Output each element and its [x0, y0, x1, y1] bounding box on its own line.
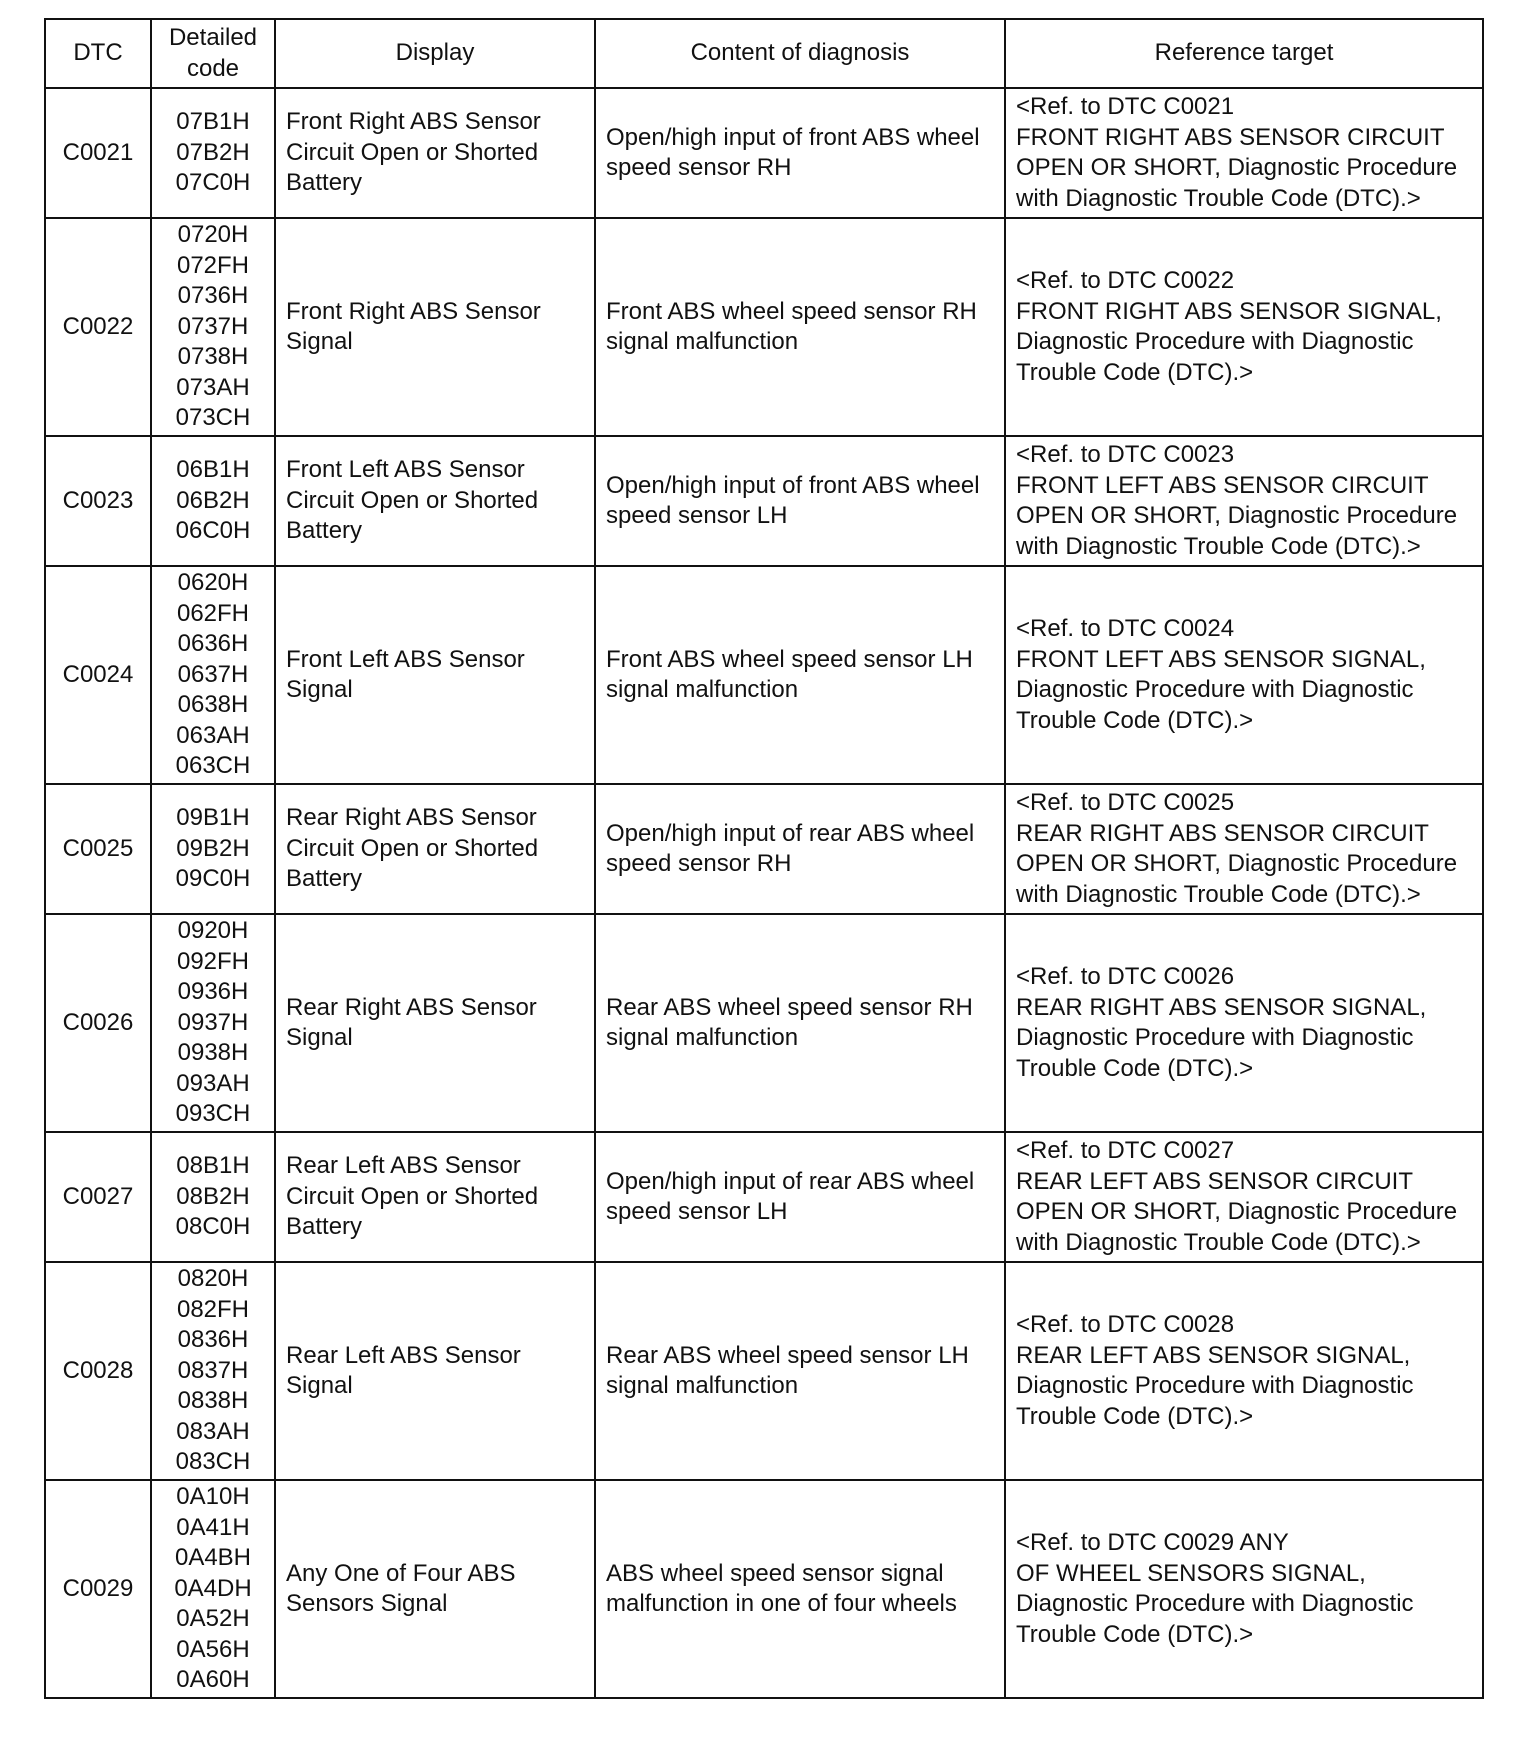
- reference-target-cell: [1005, 436, 1483, 566]
- display-cell: [275, 784, 595, 914]
- table-row: [45, 218, 1483, 436]
- detailed-code-line: 08B1H: [176, 1152, 250, 1180]
- display-line: Front Left ABS Sensor: [286, 645, 525, 673]
- diagnosis-content-cell: [595, 1480, 1005, 1698]
- detailed-code-line: 06C0H: [175, 517, 251, 545]
- reference-target-line: <Ref. to DTC C0021: [1016, 93, 1235, 120]
- display-line: Circuit Open or Shorted: [286, 486, 539, 514]
- diagnosis-content-cell: [595, 218, 1005, 436]
- diagnosis-content-cell: [595, 784, 1005, 914]
- detailed-code-line: 0A60H: [176, 1666, 250, 1694]
- reference-target-line: <Ref. to DTC C0027: [1016, 1137, 1235, 1164]
- table-header: [45, 19, 1483, 88]
- reference-target-cell: [1005, 1262, 1483, 1480]
- header-display: Display: [275, 19, 595, 88]
- detailed-code-line: 0920H: [177, 917, 249, 945]
- reference-target-line: Trouble Code (DTC).>: [1016, 706, 1254, 734]
- reference-target-line: <Ref. to DTC C0024: [1016, 615, 1235, 642]
- reference-target-line: REAR RIGHT ABS SENSOR SIGNAL,: [1016, 993, 1427, 1021]
- detailed-code-line: 0838H: [177, 1387, 249, 1415]
- display-cell: [275, 1262, 595, 1480]
- dtc-code-cell: C0029: [45, 1480, 151, 1698]
- reference-target-line: with Diagnostic Trouble Code (DTC).>: [1016, 1228, 1421, 1256]
- detailed-code-line: 0A4BH: [174, 1544, 252, 1572]
- reference-target-line: Trouble Code (DTC).>: [1016, 1620, 1254, 1648]
- display-line: Rear Right ABS Sensor: [286, 804, 537, 832]
- detailed-code-cell: [151, 218, 275, 436]
- detailed-code-line: 08B2H: [176, 1182, 250, 1210]
- detailed-code-line: 073AH: [176, 373, 250, 401]
- reference-target-line: REAR LEFT ABS SENSOR CIRCUIT: [1016, 1167, 1413, 1195]
- detailed-code-line: 0620H: [177, 569, 249, 597]
- diagnosis-content-line: Front ABS wheel speed sensor RH: [606, 297, 977, 325]
- reference-target-line: with Diagnostic Trouble Code (DTC).>: [1016, 880, 1421, 908]
- reference-target-line: FRONT LEFT ABS SENSOR SIGNAL,: [1016, 645, 1426, 673]
- diagnosis-content-line: speed sensor LH: [606, 502, 788, 529]
- detailed-code-line: 07C0H: [175, 169, 251, 197]
- reference-target-line: <Ref. to DTC C0023: [1016, 441, 1235, 468]
- reference-target-line: FRONT RIGHT ABS SENSOR SIGNAL,: [1016, 297, 1442, 325]
- detailed-code-line: 0837H: [177, 1356, 249, 1384]
- table-row: [45, 1132, 1483, 1262]
- detailed-code-line: 0720H: [177, 221, 249, 249]
- reference-target-line: REAR LEFT ABS SENSOR SIGNAL,: [1016, 1341, 1411, 1369]
- header-detailed-code-line: code: [186, 54, 240, 82]
- reference-target-line: <Ref. to DTC C0026: [1016, 963, 1235, 990]
- detailed-code-line: 0736H: [177, 282, 249, 310]
- display-cell: [275, 218, 595, 436]
- display-line: Front Right ABS Sensor: [286, 108, 541, 136]
- detailed-code-line: 0636H: [177, 630, 249, 658]
- detailed-code-line: 072FH: [176, 251, 250, 279]
- header-content: Content of diagnosis: [595, 19, 1005, 88]
- detailed-code-cell: [151, 1262, 275, 1480]
- dtc-code-cell: C0024: [45, 566, 151, 784]
- table-row: [45, 436, 1483, 566]
- detailed-code-line: 0A4DH: [174, 1574, 252, 1602]
- display-line: Battery: [286, 517, 363, 545]
- diagnosis-content-line: signal malfunction: [606, 1372, 799, 1399]
- diagnosis-content-line: Open/high input of rear ABS wheel: [606, 819, 975, 847]
- diagnosis-content-line: malfunction in one of four wheels: [606, 1590, 957, 1617]
- detailed-code-line: 0A52H: [176, 1605, 250, 1633]
- reference-target-cell: [1005, 914, 1483, 1132]
- diagnosis-content-line: Rear ABS wheel speed sensor RH: [606, 993, 973, 1021]
- display-cell: [275, 914, 595, 1132]
- diagnosis-content-line: speed sensor LH: [606, 1198, 788, 1225]
- display-line: Battery: [286, 1213, 363, 1241]
- reference-target-line: with Diagnostic Trouble Code (DTC).>: [1016, 532, 1421, 560]
- diagnosis-content-cell: [595, 88, 1005, 218]
- detailed-code-line: 0738H: [177, 343, 249, 371]
- dtc-code-cell: C0022: [45, 218, 151, 436]
- detailed-code-line: 06B1H: [176, 456, 250, 484]
- detailed-code-line: 0737H: [177, 312, 249, 340]
- dtc-table: [44, 18, 1484, 1699]
- detailed-code-line: 092FH: [176, 947, 250, 975]
- diagnosis-content-cell: [595, 566, 1005, 784]
- display-line: Circuit Open or Shorted: [286, 138, 539, 166]
- detailed-code-line: 0836H: [177, 1326, 249, 1354]
- detailed-code-cell: [151, 784, 275, 914]
- detailed-code-line: 0A41H: [176, 1513, 250, 1541]
- reference-target-line: OPEN OR SHORT, Diagnostic Procedure: [1016, 154, 1458, 181]
- diagnosis-content-cell: [595, 1262, 1005, 1480]
- display-line: Signal: [286, 676, 353, 703]
- reference-target-line: <Ref. to DTC C0029 ANY: [1016, 1529, 1289, 1556]
- dtc-code-cell: C0027: [45, 1132, 151, 1262]
- display-line: Sensors Signal: [286, 1590, 448, 1617]
- diagnosis-content-line: Open/high input of front ABS wheel: [606, 471, 980, 499]
- display-line: Battery: [286, 865, 363, 893]
- dtc-code-cell: C0028: [45, 1262, 151, 1480]
- display-line: Battery: [286, 169, 363, 197]
- diagnosis-content-line: Open/high input of rear ABS wheel: [606, 1167, 975, 1195]
- reference-target-line: <Ref. to DTC C0025: [1016, 789, 1235, 816]
- display-cell: [275, 566, 595, 784]
- detailed-code-line: 063CH: [175, 752, 251, 780]
- table-row: [45, 1480, 1483, 1698]
- dtc-code-cell: C0025: [45, 784, 151, 914]
- reference-target-line: OPEN OR SHORT, Diagnostic Procedure: [1016, 502, 1458, 529]
- reference-target-cell: [1005, 566, 1483, 784]
- reference-target-line: Trouble Code (DTC).>: [1016, 1402, 1254, 1430]
- reference-target-line: Diagnostic Procedure with Diagnostic: [1016, 1590, 1414, 1617]
- display-cell: [275, 1480, 595, 1698]
- diagnosis-content-line: speed sensor RH: [606, 850, 792, 877]
- diagnosis-content-line: signal malfunction: [606, 676, 799, 703]
- detailed-code-line: 0A10H: [176, 1483, 250, 1511]
- detailed-code-line: 0937H: [177, 1008, 249, 1036]
- diagnosis-content-line: Rear ABS wheel speed sensor LH: [606, 1341, 969, 1369]
- reference-target-line: FRONT RIGHT ABS SENSOR CIRCUIT: [1016, 123, 1445, 151]
- reference-target-cell: [1005, 218, 1483, 436]
- display-line: Signal: [286, 1372, 353, 1399]
- diagnosis-content-line: Front ABS wheel speed sensor LH: [606, 645, 973, 673]
- diagnosis-content-line: Open/high input of front ABS wheel: [606, 123, 980, 151]
- display-cell: [275, 1132, 595, 1262]
- display-line: Any One of Four ABS: [286, 1559, 516, 1587]
- detailed-code-line: 09B1H: [176, 804, 250, 832]
- detailed-code-line: 0938H: [177, 1039, 249, 1067]
- diagnosis-content-cell: [595, 914, 1005, 1132]
- display-cell: [275, 88, 595, 218]
- detailed-code-line: 082FH: [176, 1295, 250, 1323]
- reference-target-line: Trouble Code (DTC).>: [1016, 358, 1254, 386]
- detailed-code-cell: [151, 1132, 275, 1262]
- display-line: Signal: [286, 1024, 353, 1051]
- display-line: Front Right ABS Sensor: [286, 297, 541, 325]
- header-detailed-code: [151, 19, 275, 88]
- header-dtc: DTC: [45, 19, 151, 88]
- dtc-code-cell: C0023: [45, 436, 151, 566]
- dtc-code-cell: C0026: [45, 914, 151, 1132]
- display-line: Circuit Open or Shorted: [286, 1182, 539, 1210]
- detailed-code-line: 093CH: [175, 1100, 251, 1128]
- reference-target-line: Diagnostic Procedure with Diagnostic: [1016, 676, 1414, 703]
- reference-target-line: OPEN OR SHORT, Diagnostic Procedure: [1016, 1198, 1458, 1225]
- diagnosis-content-line: speed sensor RH: [606, 154, 792, 181]
- detailed-code-line: 0638H: [177, 691, 249, 719]
- detailed-code-cell: [151, 1480, 275, 1698]
- table-row: [45, 1262, 1483, 1480]
- detailed-code-line: 09B2H: [176, 834, 250, 862]
- table-body: [45, 88, 1483, 1698]
- header-detailed-code-line: Detailed: [168, 24, 258, 51]
- header-reference: Reference target: [1005, 19, 1483, 88]
- detailed-code-line: 06B2H: [176, 486, 250, 514]
- reference-target-cell: [1005, 88, 1483, 218]
- display-line: Rear Left ABS Sensor: [286, 1152, 521, 1180]
- detailed-code-line: 08C0H: [175, 1213, 251, 1241]
- display-line: Signal: [286, 328, 353, 355]
- display-line: Rear Left ABS Sensor: [286, 1341, 521, 1369]
- reference-target-line: FRONT LEFT ABS SENSOR CIRCUIT: [1016, 471, 1429, 499]
- reference-target-cell: [1005, 1480, 1483, 1698]
- detailed-code-line: 062FH: [176, 599, 250, 627]
- display-line: Rear Right ABS Sensor: [286, 993, 537, 1021]
- detailed-code-line: 07B1H: [176, 108, 250, 136]
- display-line: Front Left ABS Sensor: [286, 456, 525, 484]
- diagnosis-content-line: signal malfunction: [606, 1024, 799, 1051]
- header-row: [45, 19, 1483, 88]
- table-row: [45, 914, 1483, 1132]
- table-row: [45, 88, 1483, 218]
- detailed-code-line: 093AH: [176, 1069, 250, 1097]
- detailed-code-line: 0637H: [177, 660, 249, 688]
- reference-target-line: Diagnostic Procedure with Diagnostic: [1016, 1024, 1414, 1051]
- detailed-code-line: 0820H: [177, 1265, 249, 1293]
- diagnosis-content-cell: [595, 1132, 1005, 1262]
- display-line: Circuit Open or Shorted: [286, 834, 539, 862]
- reference-target-line: OPEN OR SHORT, Diagnostic Procedure: [1016, 850, 1458, 877]
- diagnosis-content-cell: [595, 436, 1005, 566]
- reference-target-line: OF WHEEL SENSORS SIGNAL,: [1016, 1559, 1366, 1587]
- reference-target-line: <Ref. to DTC C0022: [1016, 267, 1235, 294]
- table-row: [45, 784, 1483, 914]
- dtc-code-cell: C0021: [45, 88, 151, 218]
- detailed-code-cell: [151, 566, 275, 784]
- reference-target-line: Trouble Code (DTC).>: [1016, 1054, 1254, 1082]
- reference-target-cell: [1005, 784, 1483, 914]
- detailed-code-cell: [151, 88, 275, 218]
- detailed-code-line: 073CH: [175, 404, 251, 432]
- detailed-code-cell: [151, 914, 275, 1132]
- display-cell: [275, 436, 595, 566]
- detailed-code-cell: [151, 436, 275, 566]
- reference-target-line: <Ref. to DTC C0028: [1016, 1311, 1235, 1338]
- reference-target-cell: [1005, 1132, 1483, 1262]
- diagnosis-content-line: ABS wheel speed sensor signal: [606, 1559, 944, 1587]
- detailed-code-line: 0A56H: [176, 1635, 250, 1663]
- table-row: [45, 566, 1483, 784]
- detailed-code-line: 083AH: [176, 1417, 250, 1445]
- reference-target-line: Diagnostic Procedure with Diagnostic: [1016, 328, 1414, 355]
- detailed-code-line: 0936H: [177, 978, 249, 1006]
- detailed-code-line: 083CH: [175, 1448, 251, 1476]
- detailed-code-line: 063AH: [176, 721, 250, 749]
- reference-target-line: with Diagnostic Trouble Code (DTC).>: [1016, 184, 1421, 212]
- detailed-code-line: 07B2H: [176, 138, 250, 166]
- diagnosis-content-line: signal malfunction: [606, 328, 799, 355]
- detailed-code-line: 09C0H: [175, 865, 251, 893]
- reference-target-line: REAR RIGHT ABS SENSOR CIRCUIT: [1016, 819, 1429, 847]
- reference-target-line: Diagnostic Procedure with Diagnostic: [1016, 1372, 1414, 1399]
